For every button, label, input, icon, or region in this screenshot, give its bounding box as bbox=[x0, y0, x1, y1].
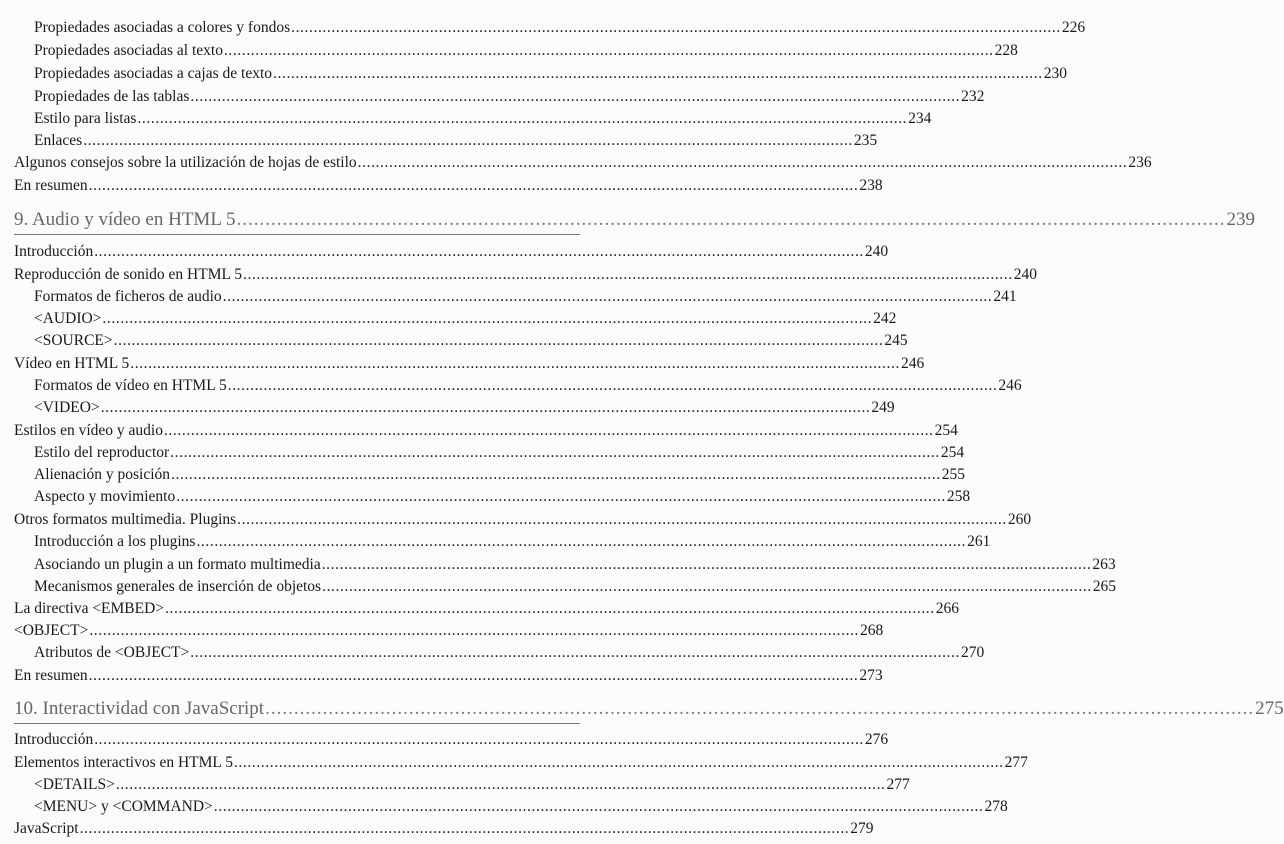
toc-entry-title: Propiedades asociadas a cajas de texto bbox=[34, 65, 273, 82]
dot-leader: ............................................................................................................................................................................ bbox=[94, 731, 864, 748]
dot-leader: ............................................................................................................................................................................ bbox=[113, 332, 884, 349]
toc-entry bbox=[14, 418, 958, 440]
toc-entry bbox=[14, 727, 889, 749]
toc-entry-page: 232 bbox=[961, 88, 985, 105]
dot-leader: ............................................................................................................................................................................ bbox=[100, 399, 871, 416]
dot-leader: ............................................................................................................................................................................ bbox=[89, 622, 860, 639]
toc-entry bbox=[14, 239, 889, 261]
toc-entry-title: En resumen bbox=[14, 667, 88, 684]
toc-entry-title: Introducción a los plugins bbox=[34, 533, 196, 550]
toc-entry-title: Vídeo en HTML 5 bbox=[14, 355, 130, 372]
toc-entry-page: 249 bbox=[871, 399, 895, 416]
toc-entry-page: 261 bbox=[967, 533, 991, 550]
dot-leader: ............................................................................................................................................................................ bbox=[170, 444, 940, 461]
toc-entry-title: <SOURCE> bbox=[34, 332, 113, 349]
toc-entry bbox=[14, 663, 883, 685]
toc-entry-title: Reproducción de sonido en HTML 5 bbox=[14, 266, 243, 283]
toc-entry bbox=[34, 552, 1116, 574]
toc-entry bbox=[14, 262, 1037, 284]
toc-entry-title: Introducción bbox=[14, 243, 94, 260]
toc-entry-title: Introducción bbox=[14, 731, 94, 748]
dot-leader: ............................................................................................................................................................................ bbox=[321, 556, 1092, 573]
toc-entry bbox=[34, 306, 897, 328]
toc-entry-title: En resumen bbox=[14, 177, 88, 194]
toc-entry-page: 260 bbox=[1007, 511, 1032, 528]
dot-leader: ............................................................................................................................................................................ bbox=[176, 488, 946, 505]
toc-entry bbox=[14, 150, 1152, 172]
toc-entry-page: 245 bbox=[884, 332, 908, 349]
toc-entry-title: Otros formatos multimedia. Plugins bbox=[14, 511, 237, 528]
toc-entry-title: Alienación y posición bbox=[34, 466, 171, 483]
toc-entry-page: 236 bbox=[1128, 154, 1152, 171]
toc-entry-page: 230 bbox=[1043, 65, 1067, 82]
dot-leader: ............................................................................................................................................................................ bbox=[130, 355, 900, 372]
toc-entry bbox=[34, 529, 991, 551]
chapter-heading bbox=[14, 694, 1284, 720]
toc-entry-title: Formatos de ficheros de audio bbox=[34, 288, 222, 305]
dot-leader: ............................................................................................................................................................................ bbox=[233, 754, 1004, 771]
toc-entry bbox=[34, 38, 1018, 60]
toc-entry bbox=[34, 440, 965, 462]
dot-leader: ............................................................................................................................................................................ bbox=[273, 65, 1043, 82]
toc-entry-page: 242 bbox=[873, 310, 897, 327]
dot-leader: ............................................................................................................................................................................ bbox=[237, 511, 1007, 528]
toc-entry-page: 238 bbox=[859, 177, 883, 194]
toc-entry bbox=[34, 772, 910, 794]
dot-leader: ............................................................................................................................................................................ bbox=[227, 377, 998, 394]
toc-entry bbox=[14, 750, 1028, 772]
toc-entry bbox=[34, 484, 971, 506]
toc-entry-title: Asociando un plugin a un formato multimedia bbox=[34, 556, 321, 573]
toc-entry-title: Propiedades asociadas a colores y fondos bbox=[34, 19, 291, 36]
toc-entry bbox=[34, 61, 1067, 83]
toc-entry-page: 240 bbox=[1013, 266, 1037, 283]
toc-entry-title: Estilo del reproductor bbox=[34, 444, 170, 461]
toc-entry-title: Formatos de vídeo en HTML 5 bbox=[34, 377, 227, 394]
toc-entry-page: 266 bbox=[935, 600, 960, 617]
toc-entry-title: La directiva <EMBED> bbox=[14, 600, 165, 617]
chapter-title: 9. Audio y vídeo en HTML 5 bbox=[14, 209, 236, 230]
toc-entry-page: 265 bbox=[1092, 578, 1117, 595]
toc-entry bbox=[34, 15, 1086, 37]
toc-entry-page: 246 bbox=[998, 377, 1022, 394]
toc-entry-title: <OBJECT> bbox=[14, 622, 89, 639]
dot-leader: ............................................................................................................................................................................ bbox=[213, 798, 984, 815]
toc-entry-title: Algunos consejos sobre la utilización de hojas de estilo bbox=[14, 154, 357, 171]
toc-entry-page: 228 bbox=[994, 42, 1018, 59]
toc-entry-title: <AUDIO> bbox=[34, 310, 102, 327]
dot-leader: ............................................................................................................................................................................ bbox=[115, 776, 886, 793]
toc-entry-title: Propiedades asociadas al texto bbox=[34, 42, 223, 59]
toc-entry-page: 254 bbox=[934, 422, 958, 439]
toc-entry bbox=[34, 128, 878, 150]
toc-entry bbox=[34, 284, 1017, 306]
toc-entry-page: 270 bbox=[960, 644, 985, 661]
toc-entry-title: Estilos en vídeo y audio bbox=[14, 422, 163, 439]
dot-leader: ............................................................................................................................................................................ bbox=[196, 533, 967, 550]
toc-entry bbox=[34, 373, 1022, 395]
toc-entry bbox=[14, 173, 883, 195]
toc-entry bbox=[34, 84, 985, 106]
toc-entry-title: Elementos interactivos en HTML 5 bbox=[14, 754, 233, 771]
toc-entry-page: 234 bbox=[908, 110, 932, 127]
dot-leader: ............................................................................................................................................................................ bbox=[322, 578, 1092, 595]
toc-entry-page: 241 bbox=[993, 288, 1017, 305]
toc-entry-title: Aspecto y movimiento bbox=[34, 488, 176, 505]
dot-leader: ............................................................................................................................................................................ bbox=[165, 600, 935, 617]
toc-entry bbox=[34, 574, 1117, 596]
dot-leader: ............................................................................................................................................................................ bbox=[79, 820, 850, 837]
toc-entry-page: 246 bbox=[900, 355, 925, 372]
dot-leader: ............................................................................................................................................................................ bbox=[137, 110, 908, 127]
toc-entry bbox=[34, 395, 895, 417]
toc-entry bbox=[34, 462, 965, 484]
toc-entry-page: 235 bbox=[853, 132, 878, 149]
toc-entry-page: 277 bbox=[886, 776, 910, 793]
chapter-heading bbox=[14, 205, 1255, 231]
toc-entry-title: <DETAILS> bbox=[34, 776, 115, 793]
toc-entry-title: <VIDEO> bbox=[34, 399, 100, 416]
chapter-divider bbox=[14, 234, 580, 235]
toc-entry-title: <MENU> y <COMMAND> bbox=[34, 798, 213, 815]
dot-leader: ............................................................................................................................................................................ bbox=[83, 132, 853, 149]
toc-entry-page: 240 bbox=[864, 243, 889, 260]
dot-leader: ............................................................................................................................................................................ bbox=[243, 266, 1013, 283]
toc-entry bbox=[34, 794, 1008, 816]
toc-entry-page: 255 bbox=[941, 466, 965, 483]
toc-entry-title: Estilo para listas bbox=[34, 110, 137, 127]
dot-leader: ............................................................................................................................................................................ bbox=[88, 177, 859, 194]
dot-leader: ............................................................................................................................................................................ bbox=[190, 644, 960, 661]
toc-entry-title: Propiedades de las tablas bbox=[34, 88, 190, 105]
dot-leader: ............................................................................................................................................................................ bbox=[190, 88, 961, 105]
toc-entry bbox=[14, 816, 874, 838]
toc-entry bbox=[34, 640, 985, 662]
toc-entry bbox=[34, 328, 908, 350]
toc-entry bbox=[14, 351, 925, 373]
dot-leader: ............................................................................................................................................................................ bbox=[291, 19, 1061, 36]
toc-entry-title: JavaScript bbox=[14, 820, 79, 837]
dot-leader: ............................................................................................................................................................................ bbox=[222, 288, 993, 305]
toc-entry-page: 263 bbox=[1092, 556, 1116, 573]
toc-entry-page: 268 bbox=[860, 622, 884, 639]
toc-entry bbox=[14, 596, 960, 618]
dot-leader: ............................................................................................................................................................................ bbox=[223, 42, 994, 59]
toc-entry-page: 279 bbox=[850, 820, 874, 837]
toc-entry-page: 276 bbox=[864, 731, 889, 748]
dot-leader: ............................................................................................................................................................................ bbox=[94, 243, 864, 260]
dot-leader: ............................................................................................................................................................................ bbox=[171, 466, 941, 483]
toc-entry-title: Mecanismos generales de inserción de objetos bbox=[34, 578, 322, 595]
dot-leader: ............................................................................................................................................................................ bbox=[265, 698, 1255, 719]
chapter-page: 239 bbox=[1226, 209, 1255, 230]
toc-entry bbox=[14, 618, 884, 640]
toc-entry-page: 258 bbox=[946, 488, 971, 505]
dot-leader: ............................................................................................................................................................................ bbox=[102, 310, 873, 327]
toc-entry-page: 277 bbox=[1004, 754, 1028, 771]
toc-entry-page: 278 bbox=[984, 798, 1008, 815]
chapter-title: 10. Interactividad con JavaScript bbox=[14, 698, 265, 719]
toc-entry-title: Atributos de <OBJECT> bbox=[34, 644, 190, 661]
dot-leader: ............................................................................................................................................................................ bbox=[236, 209, 1226, 230]
dot-leader: ............................................................................................................................................................................ bbox=[88, 667, 859, 684]
chapter-page: 275 bbox=[1255, 698, 1284, 719]
toc-entry-page: 254 bbox=[940, 444, 965, 461]
toc-entry bbox=[34, 106, 932, 128]
toc-entry-page: 273 bbox=[859, 667, 883, 684]
dot-leader: ............................................................................................................................................................................ bbox=[357, 154, 1128, 171]
toc-entry bbox=[14, 507, 1032, 529]
chapter-divider bbox=[14, 723, 580, 724]
dot-leader: ............................................................................................................................................................................ bbox=[163, 422, 934, 439]
toc-entry-title: Enlaces bbox=[34, 132, 83, 149]
toc-entry-page: 226 bbox=[1061, 19, 1086, 36]
